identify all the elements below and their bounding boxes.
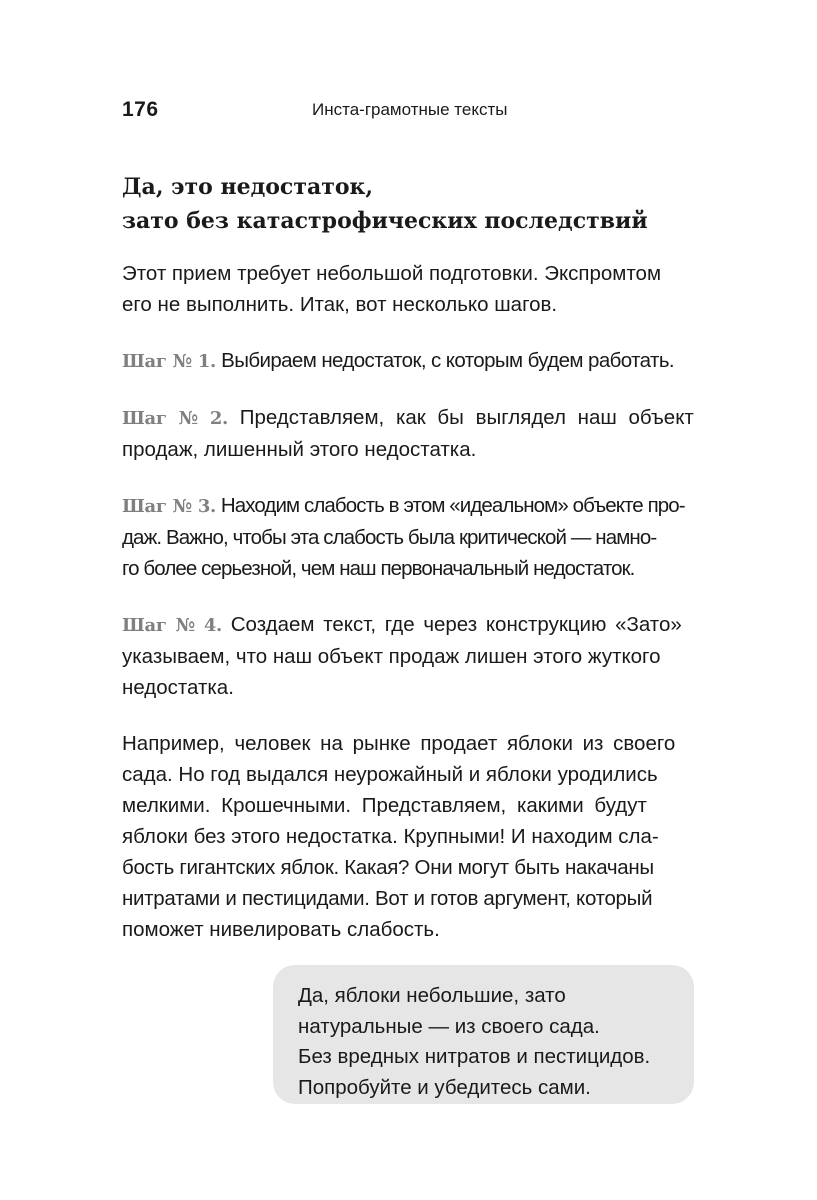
example-line-2: сада. Но год выдался неурожайный и яблоки уродились <box>122 763 658 786</box>
section-heading-line-2: зато без катастрофических последствий <box>122 208 648 234</box>
step-3-line-3: го более серьезной, чем наш первоначальный недостаток. <box>122 557 635 580</box>
step-2-text-1: Представляем, как бы выглядел наш объект <box>239 406 694 429</box>
example-line-5: бость гигантских яблок. Какая? Они могут быть накачаны <box>122 856 654 879</box>
running-head <box>122 98 694 126</box>
step-3-line-2: даж. Важно, чтобы эта слабость была критической — намно- <box>122 526 657 549</box>
step-2-paragraph <box>122 402 694 465</box>
step-2-line-2: продаж, лишенный этого недостатка. <box>122 438 477 461</box>
step-4-line-2: указываем, что наш объект продаж лишен этого жуткого <box>122 645 661 668</box>
callout-line-4: Попробуйте и убедитесь сами. <box>298 1075 591 1099</box>
step-4-text-1: Создаем текст, где через конструкцию «Зато» <box>230 613 682 636</box>
example-line-4: яблоки без этого недостатка. Крупными! И находим сла- <box>122 825 659 848</box>
step-4-line-1 <box>122 609 694 641</box>
intro-line-1: Этот прием требует небольшой подготовки. Экспромтом <box>122 262 662 285</box>
example-line-7: поможет нивелировать слабость. <box>122 918 440 941</box>
step-3-label: Шаг № 3. <box>122 496 217 517</box>
step-1-text: Выбираем недостаток, с которым будем работать. <box>221 349 674 372</box>
body-text <box>122 258 694 970</box>
example-line-3: мелкими. Крошечными. Представляем, какими будут <box>122 794 647 817</box>
step-1-line-1 <box>122 345 694 377</box>
book-title: Инста-грамотные тексты <box>312 100 508 119</box>
page-number: 176 <box>122 98 159 121</box>
step-3-text-1: Находим слабость в этом «идеальном» объекте про- <box>220 494 685 517</box>
example-line-6: нитратами и пестицидами. Вот и готов аргумент, который <box>122 887 653 910</box>
intro-paragraph <box>122 258 694 320</box>
step-2-label: Шаг № 2. <box>122 408 229 429</box>
step-4-line-3: недостатка. <box>122 676 234 699</box>
step-1-label: Шаг № 1. <box>122 351 217 372</box>
step-4-paragraph <box>122 609 694 703</box>
example-paragraph <box>122 728 694 945</box>
section-heading <box>122 170 702 238</box>
callout-line-2: натуральные — из своего сада. <box>298 1014 600 1038</box>
intro-line-2: его не выполнить. Итак, вот несколько шагов. <box>122 293 558 316</box>
step-1-paragraph <box>122 345 694 377</box>
callout-line-1: Да, яблоки небольшие, зато <box>298 984 566 1007</box>
step-3-paragraph <box>122 490 694 584</box>
example-line-1: Например, человек на рынке продает яблоки из своего <box>122 732 676 755</box>
example-callout <box>273 965 694 1104</box>
step-4-label: Шаг № 4. <box>122 615 223 636</box>
step-2-line-1 <box>122 402 694 434</box>
step-3-line-1 <box>122 490 694 522</box>
section-heading-line-1: Да, это недостаток, <box>122 174 374 200</box>
callout-line-3: Без вредных нитратов и пестицидов. <box>298 1045 651 1068</box>
